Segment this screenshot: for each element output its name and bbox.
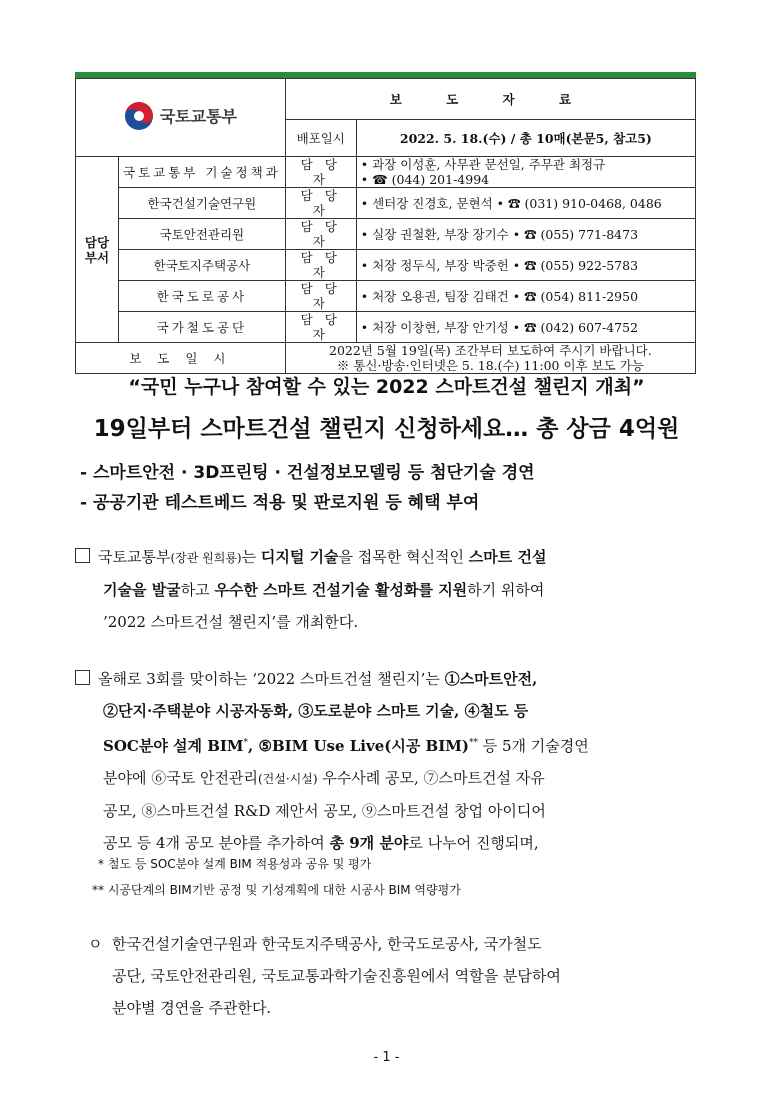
text-bold: 디지털 기술: [260, 548, 339, 566]
paragraph-2: [75, 663, 700, 859]
headline-quote: “국민 누구나 참여할 수 있는 2022 스마트건설 챌린지 개최”: [128, 376, 645, 398]
subheadline-2: - 공공기관 테스트베드 적용 및 판로지원 등 혜택 부여: [80, 493, 480, 513]
dept-label: 담당부서: [76, 157, 119, 343]
text: 하고: [180, 581, 215, 599]
contact-role: 담 당 자: [285, 157, 356, 188]
text: 등 5개 기술경연: [477, 737, 589, 755]
ministry-logo: [124, 101, 237, 131]
bullet-icon: ㅇ: [88, 935, 103, 953]
text: 을 접목한 혁신적인: [338, 548, 469, 566]
text: 하기 위하여: [467, 581, 545, 599]
paragraph-1: [75, 541, 700, 638]
paragraph-line: [75, 762, 700, 795]
contact-person: • 과장 이성훈, 사무관 문선일, 주무관 최정규: [360, 157, 606, 172]
text-bold: , ⑤BIM Use Live(시공 BIM): [248, 737, 469, 755]
contact-org: 국가철도공단: [119, 312, 286, 343]
text-bold: 우수한 스마트 건설기술 활성화를 지원: [214, 581, 468, 599]
text: 국토교통부: [98, 548, 171, 566]
report-date-label: 보 도 일 시: [76, 343, 286, 374]
distribution-date: 2022. 5. 18.(수) / 총 10매(본문5, 참고5): [356, 120, 695, 157]
ministry-logo-cell: [76, 79, 286, 157]
paragraph-line: ②단지·주택분야 시공자동화, ③도로분야 스마트 기술, ④철도 등: [103, 702, 529, 720]
contact-person: • 처장 이창현, 부장 안기성: [360, 319, 509, 335]
text: (건설·시설): [257, 772, 318, 786]
footnote-marker: *: [243, 738, 249, 748]
paragraph-line: [75, 727, 700, 762]
checkbox-bullet-icon: [75, 670, 90, 685]
contact-phone: • ☎ (031) 910-0468, 0486: [496, 195, 662, 211]
press-release-header-table: [75, 78, 696, 374]
paragraph-line: 공단, 국토안전관리원, 국토교통과학기술진흥원에서 역할을 분담하여: [112, 967, 561, 985]
ministry-name: 국토교통부: [159, 106, 237, 126]
text-bold: SOC분야 설계 BIM: [103, 737, 244, 755]
contact-org: 국토안전관리원: [119, 219, 286, 250]
report-date-info: [285, 343, 695, 374]
contact-role: 담 당 자: [285, 281, 356, 312]
paragraph-line: ’2022 스마트건설 챌린지’를 개최한다.: [103, 613, 359, 631]
contact-info: [356, 219, 695, 250]
footnote-1: * 철도 등 SOC분야 설계 BIM 적용성과 공유 및 평가: [98, 857, 372, 871]
paragraph-line: [75, 541, 700, 574]
contact-person: • 처장 정두식, 부장 박중헌: [360, 257, 509, 273]
footnote-marker: **: [468, 738, 478, 748]
contact-info: [356, 188, 695, 219]
contact-info: [356, 312, 695, 343]
contact-info: [356, 281, 695, 312]
paragraph-line: 분야별 경연을 주관한다.: [112, 999, 272, 1017]
contact-role: 담 당 자: [285, 250, 356, 281]
contact-role: 담 당 자: [285, 219, 356, 250]
text: 는: [241, 548, 261, 566]
text: 한국건설기술연구원과 한국토지주택공사, 한국도로공사, 국가철도: [112, 935, 542, 953]
contact-person: • 실장 권철환, 부장 장기수: [360, 226, 509, 242]
contact-org: 한국도로공사: [119, 281, 286, 312]
contact-phone: • ☎ (055) 771-8473: [512, 226, 639, 242]
contact-role: 담 당 자: [285, 188, 356, 219]
text: 올해로 3회를 맞이하는 ‘2022 스마트건설 챌린지’는: [98, 670, 445, 688]
contact-info: [356, 250, 695, 281]
paragraph-line: [75, 574, 700, 606]
paragraph-line: [75, 663, 700, 695]
text: 공모 등 4개 공모 분야를 추가하여: [103, 834, 330, 852]
contact-phone: • ☎ (054) 811-2950: [512, 288, 639, 304]
contact-phone: • ☎ (055) 922-5783: [512, 257, 639, 273]
contact-org: 한국건설기술연구원: [119, 188, 286, 219]
text: 분야에 ⑥국토 안전관리: [103, 769, 258, 787]
report-date-line1: 2022년 5월 19일(목) 조간부터 보도하여 주시기 바랍니다.: [329, 343, 652, 358]
footnote-2: ** 시공단계의 BIM기반 공정 및 기성계획에 대한 시공사 BIM 역량평가: [92, 883, 461, 897]
text-bold: 총 9개 분야: [329, 834, 409, 852]
text-bold: ①스마트안전,: [444, 670, 538, 688]
contact-org: 한국토지주택공사: [119, 250, 286, 281]
headline-main: 19일부터 스마트건설 챌린지 신청하세요… 총 상금 4억원: [93, 416, 680, 442]
report-date-line2: ※ 통신·방송·인터넷은 5. 18.(수) 11:00 이후 보도 가능: [336, 358, 644, 373]
paragraph-line: 공모, ⑧스마트건설 R&D 제안서 공모, ⑨스마트건설 창업 아이디어: [103, 802, 546, 820]
paragraph-3: [88, 928, 700, 1024]
text: 로 나누어 진행되며,: [408, 834, 539, 852]
page-number: - 1 -: [373, 1050, 400, 1065]
contact-phone: • ☎ (042) 607-4752: [512, 319, 639, 335]
checkbox-bullet-icon: [75, 548, 90, 563]
subheadline-1: - 스마트안전 · 3D프린팅 · 건설정보모델링 등 첨단기술 경연: [80, 463, 535, 483]
text-bold: 기술을 발굴: [103, 581, 181, 599]
taegeuk-logo-icon: [124, 101, 154, 131]
document-title: 보 도 자 료: [285, 79, 695, 120]
paragraph-line: [88, 928, 700, 960]
text: 우수사례 공모, ⑦스마트건설 자유: [317, 769, 545, 787]
contact-role: 담 당 자: [285, 312, 356, 343]
contact-org: 국토교통부 기술정책과: [119, 157, 286, 188]
contact-person: • 센터장 진경호, 문현석: [360, 195, 493, 211]
text-bold: 스마트 건설: [468, 548, 547, 566]
distribution-label: 배포일시: [285, 120, 356, 157]
contact-person: • 처장 오용권, 팀장 김태건: [360, 288, 509, 304]
text: (장관 원희룡): [170, 551, 242, 565]
contact-phone: • ☎ (044) 201-4994: [360, 172, 490, 187]
contact-info: [356, 157, 695, 188]
